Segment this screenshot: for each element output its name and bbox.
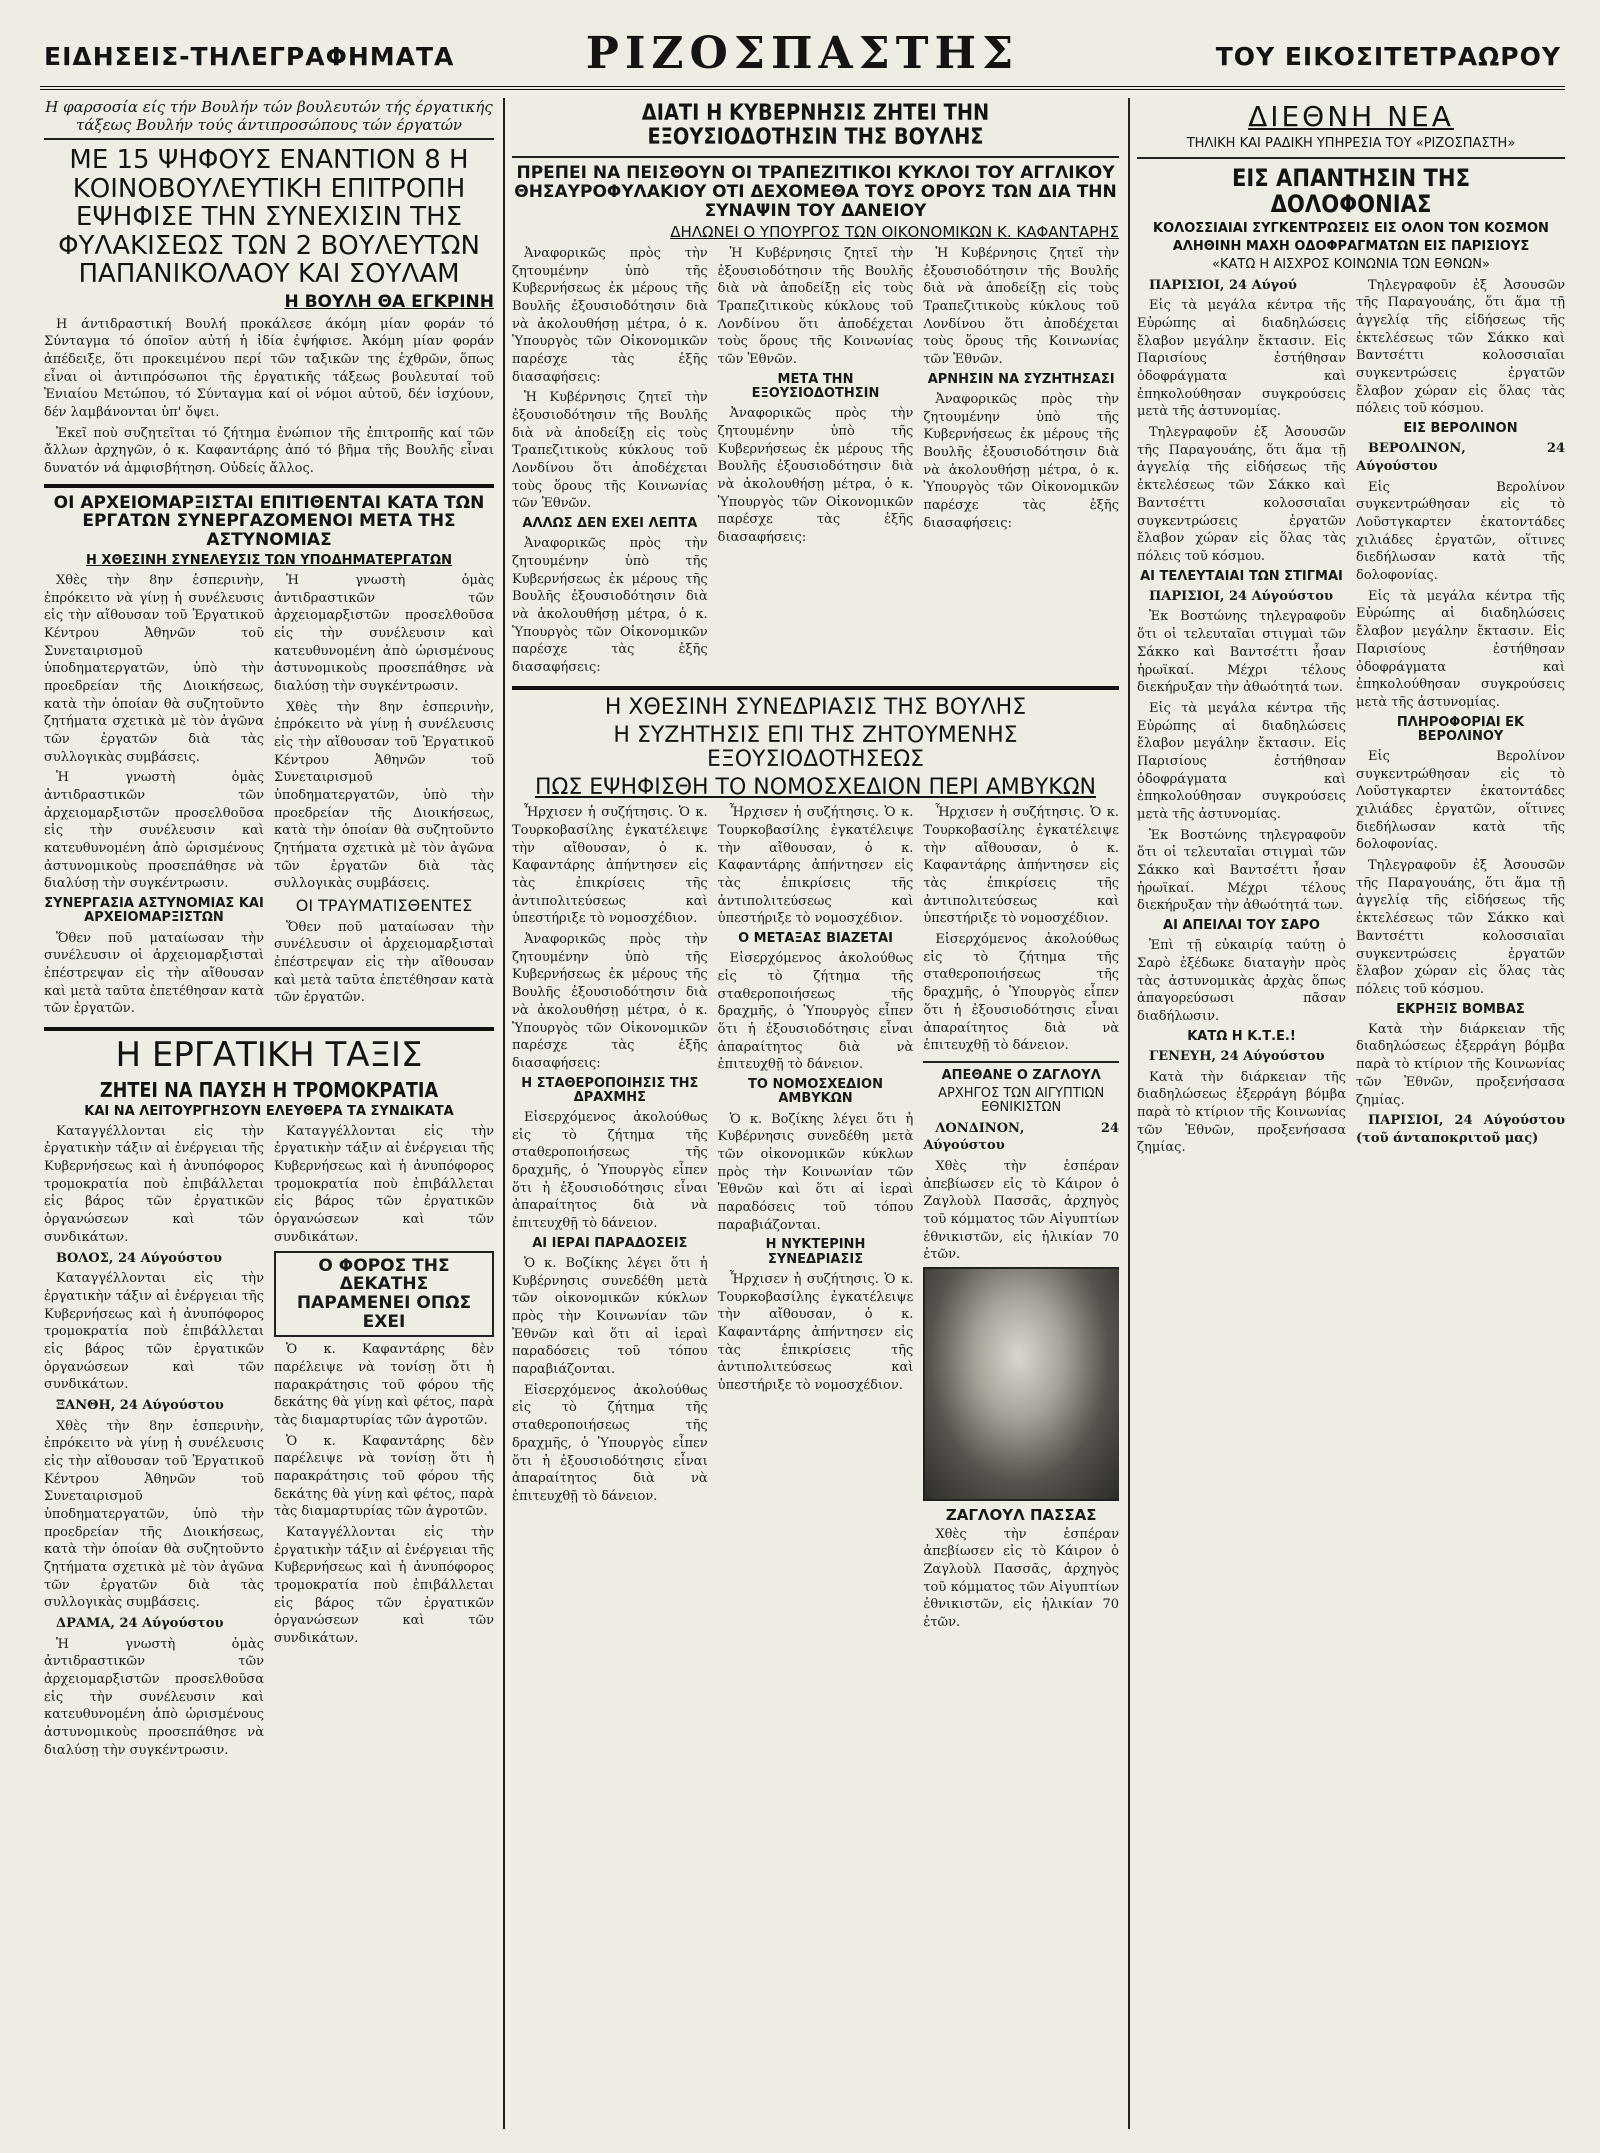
byline-minister: ΔΗΛΩΝΕΙ Ο ΥΠΟΥΡΓΟΣ ΤΩΝ ΟΙΚΟΝΟΜΙΚΩΝ Κ. ΚΑΦΑΝΤΑΡΗΣ — [670, 223, 1119, 242]
paragraph: Ἀναφορικῶς πρὸς τὴν ζητουμένην ὑπὸ τῆς Κυβερνήσεως ἐκ μέρους τῆς Βουλῆς ἐξουσιοδότησιν διὰ νὰ ἀκολουθήσῃ μέτρα, ὁ κ. Ὑπουργὸς τῶν Οἰκονομικῶν παρέσχε τὰς ἑξῆς διασαφήσεις: — [512, 245, 708, 385]
subhead-berlin: ΕΙΣ ΒΕΡΟΛΙΝΟΝ — [1403, 421, 1518, 437]
paragraph: Χθὲς τὴν 8ην ἑσπερινὴν, ἐπρόκειτο νὰ γίνῃ ἡ συνέλευσις εἰς τὴν αἴθουσαν τοῦ Ἐργατικοῦ Κέντρου Ἀθηνῶν τοῦ Συνεταιρισμοῦ ὑποδηματεργατῶν, ὑπὸ τὴν προεδρείαν τῆς Διοικήσεως, κατὰ τὴν ὁποίαν θὰ συζητοῦντο ζητήματα σχετικὰ μὲ τὸν ἀγῶνα τῶν ἐργατῶν διὰ τὰς συλλογικὰς συμβάσεις. — [44, 1418, 264, 1611]
paragraph: Ἦρχισεν ἡ συζήτησις. Ὁ κ. Τουρκοβασίλης ἐγκατέλειψε τὴν αἴθουσαν, ὁ κ. Καφαντάρης ἀπήντησεν εἰς τὰς ἐπικρίσεις τῆς ἀντιπολιτεύσεως καὶ ὑπεστήριξε τὸ νομοσχέδιον. — [923, 805, 1119, 927]
masthead-left: ΕΙΔΗΣΕΙΣ-ΤΗΛΕΓΡΑΦΗΜΑΤΑ — [44, 42, 455, 71]
subhead-metaxas: Ο ΜΕΤΑΞΑΣ ΒΙΑΖΕΤΑΙ — [738, 931, 893, 947]
subhead-bill-amvykon: ΤΟ ΝΟΜΟΣΧΕΔΙΟΝ ΑΜΒΥΚΩΝ — [748, 1077, 883, 1107]
paragraph: Χθὲς τὴν ἑσπέραν ἀπεβίωσεν εἰς τὸ Κάιρον ὁ Ζαγλοὺλ Πασσᾶς, ἀρχηγὸς τοῦ κόμματος τῶν Αἰγυπτίων ἐθνικιστῶν, εἰς ἡλικίαν 70 ἐτῶν. — [923, 1526, 1119, 1630]
zaglul-portrait-photo — [923, 1267, 1119, 1501]
paragraph: Εἰς Βερολίνον συγκεντρώθησαν εἰς τὸ Λοῦστγκαρτεν ἑκατοντάδες χιλιάδες ἐργατῶν, οἵτινες διεδήλωσαν κατὰ τῆς δολοφονίας. — [1356, 749, 1565, 853]
section-subtitle: ΤΗΛΙΚΗ ΚΑΙ ΡΑΔΙΚΗ ΥΠΗΡΕΣΙΑ ΤΟΥ «ΡΙΖΟΣΠΑΣΤΗ» — [1186, 135, 1516, 151]
paragraph: Χθὲς τὴν 8ην ἑσπερινὴν, ἐπρόκειτο νὰ γίνῃ ἡ συνέλευσις εἰς τὴν αἴθουσαν τοῦ Ἐργατικοῦ Κέντρου Ἀθηνῶν τοῦ Συνεταιρισμοῦ ὑποδηματεργατῶν, ὑπὸ τὴν προεδρείαν τῆς Διοικήσεως, κατὰ τὴν ὁποίαν θὰ συζητοῦντο ζητήματα σχετικὰ μὲ τὸν ἀγῶνα τῶν ἐργατῶν διὰ τὰς συλλογικὰς συμβάσεις. — [44, 573, 264, 765]
subhead-injured: ΟΙ ΤΡΑΥΜΑΤΙΣΘΕΝΤΕΣ — [295, 896, 473, 916]
paragraph: Εἰσερχόμενος ἀκολούθως εἰς τὸ ζήτημα τῆς σταθεροποιήσεως τῆς δραχμῆς, ὁ Ὑπουργὸς εἶπεν ὅτι ἡ ἐξουσιοδότησις εἶναι ἀπαραίτητος διὰ νὰ ἐπιτευχθῇ τὸ δάνειον. — [512, 1110, 708, 1232]
photo-caption: ΖΑΓΛΟΥΛ ΠΑΣΣΑΣ — [945, 1506, 1097, 1525]
headline-committee: ΜΕ 15 ΨΗΦΟΥΣ ΕΝΑΝΤΙΟΝ 8 Η ΚΟΙΝΟΒΟΥΛΕΥΤΙΚΗ ΕΠΙΤΡΟΠΗ ΕΨΗΦΙΣΕ ΤΗΝ ΣΥΝΕΧΙΣΙΝ ΤΗΣ ΦΥΛΑΚΙΣΕΩΣ ΤΩΝ 2 ΒΟΥΛΕΥΤΩΝ ΠΑΠΑΝΙΚΟΛΑΟΥ ΚΑΙ ΣΟΥΛΑΜ — [58, 145, 480, 290]
subhead-traditions: ΑΙ ΙΕΡΑΙ ΠΑΡΑΔΟΣΕΙΣ — [532, 1235, 688, 1251]
subhead-meeting: Η ΧΘΕΣΙΝΗ ΣΥΝΕΛΕΥΣΙΣ ΤΩΝ ΥΠΟΔΗΜΑΤΕΡΓΑΤΩΝ — [86, 552, 452, 568]
headline-archeiomarxists: ΟΙ ΑΡΧΕΙΟΜΑΡΞΙΣΤΑΙ ΕΠΙΤΙΘΕΝΤΑΙ ΚΑΤΑ ΤΩΝ ΕΡΓΑΤΩΝ ΣΥΝΕΡΓΑΖΟΜΕΝΟΙ ΜΕΤΑ ΤΗΣ ΑΣΤΥΝΟΜΙΑΣ — [53, 492, 485, 551]
paragraph: Ἡ γνωστὴ ὁμὰς ἀντιδραστικῶν τῶν ἀρχειομαρξιστῶν προσελθοῦσα εἰς τὴν συνέλευσιν καὶ κατευθυνομένη ἀπὸ ὡρισμένους ἀστυνομικοὺς προσεπάθησε νὰ διαλύσῃ τὴν συγκέντρωσιν. — [44, 1636, 264, 1758]
paragraph: Ἐκ Βοστώνης τηλεγραφοῦν ὅτι οἱ τελευταῖαι στιγμαὶ τῶν Σάκκο καὶ Βαντσέττι ἦσαν ἡρωϊκαί. Μέχρι τέλους διεκήρυξαν τὴν ἀθωότητά των. — [1137, 609, 1346, 696]
column-left — [44, 98, 494, 2129]
subhead-zaglul-leader: ΑΡΧΗΓΟΣ ΤΩΝ ΑΙΓΥΠΤΙΩΝ ΕΘΝΙΚΙΣΤΩΝ — [938, 1086, 1105, 1116]
subhead-last-moments: ΑΙ ΤΕΛΕΥΤΑΙΑΙ ΤΩΝ ΣΤΙΓΜΑΙ — [1140, 568, 1343, 584]
paragraph: Ἡ Κυβέρνησις ζητεῖ τὴν ἐξουσιοδότησιν τῆς Βουλῆς διὰ νὰ ἀποδείξῃ εἰς τοὺς Τραπεζιτικοὺς κύκλους τοῦ Λονδίνου ὅτι ἀποδέχεται τοὺς ὅρους τῆς Κοινωνίας τῶν Ἐθνῶν. — [923, 245, 1119, 367]
subhead-refusal: ΑΡΝΗΣΙΝ ΝΑ ΣΥΖΗΤΗΣΑΣΙ — [927, 371, 1115, 387]
paragraph: Ἦρχισεν ἡ συζήτησις. Ὁ κ. Τουρκοβασίλης ἐγκατέλειψε τὴν αἴθουσαν, ὁ κ. Καφαντάρης ἀπήντησεν εἰς τὰς ἐπικρίσεις τῆς ἀντιπολιτεύσεως καὶ ὑπεστήριξε τὸ νομοσχέδιον. — [717, 1272, 914, 1394]
column-center — [512, 98, 1119, 2129]
headline-discussion: Η ΣΥΖΗΤΗΣΙΣ ΕΠΙ ΤΗΣ ΖΗΤΟΥΜΕΝΗΣ ΕΞΟΥΣΙΟΔΟΤΗΣΕΩΣ — [613, 722, 1018, 773]
headline-murder: ΕΙΣ ΑΠΑΝΤΗΣΙΝ ΤΗΣ ΔΟΛΟΦΟΝΙΑΣ — [1231, 164, 1471, 219]
paragraph: Ἀναφορικῶς πρὸς τὴν ζητουμένην ὑπὸ τῆς Κυβερνήσεως ἐκ μέρους τῆς Βουλῆς ἐξουσιοδότησιν διὰ νὰ ἀκολουθήσῃ μέτρα, ὁ κ. Ὑπουργὸς τῶν Οἰκονομικῶν παρέσχε τὰς ἑξῆς διασαφήσεις: — [717, 406, 914, 545]
subhead-parliament: Η ΒΟΥΛΗ ΘΑ ΕΓΚΡΙΝΗ — [284, 291, 494, 312]
subhead-drachma: Η ΣΤΑΘΕΡΟΠΟΙΗΣΙΣ ΤΗΣ ΔΡΑΧΜΗΣ — [521, 1075, 699, 1105]
dateline: ΠΑΡΙΣΙΟΙ, 24 Αύγούστου — [1149, 588, 1333, 604]
paragraph: Ὁ κ. Βοζίκης λέγει ὅτι ἡ Κυβέρνησις συνεδέθη μετὰ τῶν οἰκονομικῶν κύκλων πρὸς τὴν Κοινωνίαν τῶν Ἐθνῶν καὶ ὅτι αἱ ἱεραὶ παραδόσεις τοῦ τόπου παραβιάζονται. — [717, 1111, 914, 1233]
paragraph: Καταγγέλλονται εἰς τὴν ἐργατικὴν τάξιν αἱ ἐνέργειαι τῆς Κυβερνήσεως καὶ ἡ ἀνυπόφορος τρομοκρατία ποὺ ἐπιβάλλεται εἰς βάρος τῶν ἐργατικῶν ὀργανώσεων καὶ τῶν συνδικάτων. — [44, 1271, 264, 1393]
paragraph: Ἡ γνωστὴ ὁμὰς ἀντιδραστικῶν τῶν ἀρχειομαρξιστῶν προσελθοῦσα εἰς τὴν συνέλευσιν καὶ κατευθυνομένη ἀπὸ ὡρισμένους ἀστυνομικοὺς προσεπάθησε νὰ διαλύσῃ τὴν συγκέντρωσιν. — [274, 573, 494, 695]
paragraph: Κατὰ τὴν διάρκειαν τῆς διαδηλώσεως ἐξερράγη βόμβα παρὰ τὸ κτίριον τῆς Κοινωνίας τῶν Ἐθνῶν, προξενήσασα ζημίας. — [1356, 1021, 1565, 1108]
paragraph: Ὁ κ. Καφαντάρης δὲν παρέλειψε νὰ τονίσῃ ὅτι ἡ παρακράτησις τοῦ φόρου τῆς δεκάτης θὰ γίνῃ καὶ φέτος, παρὰ τὰς διαμαρτυρίας τῶν ἀγροτῶν. — [274, 1433, 494, 1520]
deck-slogan: «ΚΑΤΩ Η ΑΙΣΧΡΟΣ ΚΟΙΝΩΝΙΑ ΤΩΝ ΕΘΝΩΝ» — [1212, 257, 1490, 273]
paragraph: Τηλεγραφοῦν ἐξ Ἀσουσῶν τῆς Παραγουάης, ὅτι ἅμα τῇ ἀγγελίᾳ τῆς εἰδήσεως τῆς ἐκτελέσεως τῶν Σάκκο καὶ Βαντσέττι κολοσσιαῖαι συγκεντρώσεις ἐργατῶν ἔλαβον χώραν εἰς ὅλας τὰς πόλεις τοῦ κόσμου. — [1356, 858, 1565, 997]
headline-working-class: Η ΕΡΓΑΤΙΚΗ ΤΑΞΙΣ — [115, 1035, 423, 1076]
subhead-charo: ΑΙ ΑΠΕΙΛΑΙ ΤΟΥ ΣΑΡΟ — [1163, 917, 1320, 933]
paragraph: Ἐπὶ τῇ εὐκαιρίᾳ ταύτῃ ὁ Σαρὸ ἐξέδωκε διαταγὴν πρὸς τὰς ἀστυνομικὰς ἀρχὰς ὅπως ἀπαγορεύσωσι πᾶσαν διαδήλωσιν. — [1137, 938, 1346, 1024]
dateline: ΓΕΝΕΥΗ, 24 Αύγούστου — [1149, 1048, 1325, 1064]
deck-bankers: ΠΡΕΠΕΙ ΝΑ ΠΕΙΣΘΟΥΝ ΟΙ ΤΡΑΠΕΖΙΤΙΚΟΙ ΚΥΚΛΟΙ ΤΟΥ ΑΓΓΛΙΚΟΥ ΘΗΣΑΥΡΟΦΥΛΑΚΙΟΥ ΟΤΙ ΔΕΧΟΜΕΘΑ ΤΟΥΣ ΟΡΟΥΣ ΤΩΝ ΔΙΑ ΤΗΝ ΣΥΝΑΨΙΝ ΤΟΥ ΔΑΝΕΙΟΥ — [514, 163, 1117, 221]
paragraph: Εἰς τὰ μεγάλα κέντρα τῆς Εὐρώπης αἱ διαδηλώσεις ἔλαβον μεγάλην ἔκτασιν. Εἰς Παρισίους ἐστήθησαν ὀδοφράγματα καὶ ἐπηκολούθησαν συγκρούσεις μετὰ τῆς ἀστυνομίας. — [1137, 700, 1346, 822]
paragraph: Ἀναφορικῶς πρὸς τὴν ζητουμένην ὑπὸ τῆς Κυβερνήσεως ἐκ μέρους τῆς Βουλῆς ἐξουσιοδότησιν διὰ νὰ ἀκολουθήσῃ μέτρα, ὁ κ. Ὑπουργὸς τῶν Οἰκονομικῶν παρέσχε τὰς ἑξῆς διασαφήσεις: — [923, 391, 1119, 531]
divider — [1137, 157, 1565, 159]
dateline: ΒΕΡΟΛΙΝΟΝ, 24 Αύγούστου — [1356, 441, 1565, 475]
subhead-no-money: ΑΛΛΩΣ ΔΕΝ ΕΧΕΙ ΛΕΠΤΑ — [522, 516, 698, 532]
subhead-zaglul: ΑΠΕΘΑΝΕ Ο ΖΑΓΛΟΥΛ — [941, 1067, 1101, 1083]
paragraph: Χθὲς τὴν 8ην ἑσπερινὴν, ἐπρόκειτο νὰ γίνῃ ἡ συνέλευσις εἰς τὴν αἴθουσαν τοῦ Ἐργατικοῦ Κέντρου Ἀθηνῶν τοῦ Συνεταιρισμοῦ ὑποδηματεργατῶν, ὑπὸ τὴν προεδρείαν τῆς Διοικήσεως, κατὰ τὴν ὁποίαν θὰ συζητοῦντο ζητήματα σχετικὰ μὲ τὸν ἀγῶνα τῶν ἐργατῶν διὰ τὰς συλλογικὰς συμβάσεις. — [274, 699, 494, 892]
subhead-bomb: ΕΚΡΗΞΙΣ ΒΟΜΒΑΣ — [1396, 1001, 1525, 1017]
paragraph: Ἡ Κυβέρνησις ζητεῖ τὴν ἐξουσιοδότησιν τῆς Βουλῆς διὰ νὰ ἀποδείξῃ εἰς τοὺς Τραπεζιτικοὺς κύκλους τοῦ Λονδίνου ὅτι ἀποδέχεται τοὺς ὅρους τῆς Κοινωνίας τῶν Ἐθνῶν. — [717, 245, 914, 367]
subhead-cooperation: ΣΥΝΕΡΓΑΣΙΑ ΑΣΤΥΝΟΜΙΑΣ ΚΑΙ ΑΡΧΕΙΟΜΑΡΞΙΣΤΩΝ — [44, 896, 264, 926]
paragraph: Καταγγέλλονται εἰς τὴν ἐργατικὴν τάξιν αἱ ἐνέργειαι τῆς Κυβερνήσεως καὶ ἡ ἀνυπόφορος τρομοκρατία ποὺ ἐπιβάλλεται εἰς βάρος τῶν ἐργατικῶν ὀργανώσεων καὶ τῶν συνδικάτων. — [274, 1524, 494, 1646]
article-body — [44, 316, 494, 478]
paragraph: Ὁ κ. Καφαντάρης δὲν παρέλειψε νὰ τονίσῃ ὅτι ἡ παρακράτησις τοῦ φόρου τῆς δεκάτης θὰ γίνῃ καὶ φέτος, παρὰ τὰς διαμαρτυρίας τῶν ἀγροτῶν. — [274, 1342, 494, 1428]
dateline: ΔΡΑΜΑ, 24 Αύγούστου — [56, 1615, 224, 1631]
paragraph: Ὅθεν ποῦ ματαίωσαν τὴν συνέλευσιν οἱ ἀρχειομαρξισταὶ ἐπέστρεψαν εἰς τὴν αἴθουσαν καὶ μετὰ ταῦτα ἐπετέθησαν κατὰ τῶν ἐργατῶν. — [274, 919, 494, 1006]
paragraph: Εἰς τὰ μεγάλα κέντρα τῆς Εὐρώπης αἱ διαδηλώσεις ἔλαβον μεγάλην ἔκτασιν. Εἰς Παρισίους ἐστήθησαν ὀδοφράγματα καὶ ἐπηκολούθησαν συγκρούσεις μετὰ τῆς ἀστυνομίας. — [1137, 298, 1346, 420]
dateline: ΠΑΡΙΣΙΟΙ, 24 Αύγούστου (τοῦ άνταποκριτοῦ μας) — [1356, 1113, 1565, 1146]
dateline: ΞΑΝΘΗ, 24 Αύγούστου — [56, 1397, 224, 1413]
two-column-body — [44, 1123, 494, 1763]
headline-terror: ΖΗΤΕΙ ΝΑ ΠΑΥΣΗ Η ΤΡΟΜΟΚΡΑΤΙΑ — [99, 1077, 439, 1102]
subhead-unions: ΚΑΙ ΝΑ ΛΕΙΤΟΥΡΓΗΣΟΥΝ ΕΛΕΥΘΕΡΑ ΤΑ ΣΥΝΔΙΚΑΤΑ — [84, 1103, 454, 1119]
divider — [44, 1027, 494, 1031]
headline-session: Η ΧΘΕΣΙΝΗ ΣΥΝΕΔΡΙΑΣΙΣ ΤΗΣ ΒΟΥΛΗΣ — [604, 694, 1027, 720]
masthead-title: ΡΙΖΟΣΠΑΣΤΗΣ — [585, 28, 1020, 79]
divider — [512, 156, 1119, 158]
paragraph: Εἰς Βερολίνον συγκεντρώθησαν εἰς τὸ Λοῦστγκαρτεν ἑκατοντάδες χιλιάδες ἐργατῶν, οἵτινες διεδήλωσαν κατὰ τῆς δολοφονίας. — [1356, 479, 1565, 584]
paragraph: Ἐκεῖ ποὺ συζητεῖται τό ζήτημα ἐνώπιον τῆς ἐπιτροπῆς καί τῶν ἄλλων ἀρχηγῶν, ὁ κ. Καφαντάρης ἀπό τό βῆμα τῆς Βουλῆς εἶναι δυνατόν νά ἀμφισβήτηση. Οὐδείς ἄλλος. — [44, 425, 494, 477]
subhead-down-kte: ΚΑΤΩ Η Κ.Τ.Ε.! — [1187, 1028, 1296, 1044]
box-tithe-tax: Ο ΦΟΡΟΣ ΤΗΣ ΔΕΚΑΤΗΣ ΠΑΡΑΜΕΝΕΙ ΟΠΩΣ ΕΧΕΙ — [274, 1251, 494, 1338]
paragraph: Τηλεγραφοῦν ἐξ Ἀσουσῶν τῆς Παραγουάης, ὅτι ἅμα τῇ ἀγγελίᾳ τῆς εἰδήσεως τῆς ἐκτελέσεως τῶν Σάκκο καὶ Βαντσέττι κολοσσιαῖαι συγκεντρώσεις ἐργατῶν ἔλαβον χώραν εἰς ὅλας τὰς πόλεις τοῦ κόσμου. — [1137, 425, 1346, 564]
two-column-body — [44, 572, 494, 1021]
paragraph: Ἀναφορικῶς πρὸς τὴν ζητουμένην ὑπὸ τῆς Κυβερνήσεως ἐκ μέρους τῆς Βουλῆς ἐξουσιοδότησιν διὰ νὰ ἀκολουθήσῃ μέτρα, ὁ κ. Ὑπουργὸς τῶν Οἰκονομικῶν παρέσχε τὰς ἑξῆς διασαφήσεις: — [512, 536, 708, 676]
paragraph: Εἰσερχόμενος ἀκολούθως εἰς τὸ ζήτημα τῆς σταθεροποιήσεως τῆς δραχμῆς, ὁ Ὑπουργὸς εἶπεν ὅτι ἡ ἐξουσιοδότησις εἶναι ἀπαραίτητος διὰ νὰ ἐπιτευχθῇ τὸ δάνειον. — [923, 932, 1119, 1054]
divider — [923, 1061, 1119, 1063]
dateline: ΛΟΝΔΙΝΟΝ, 24 Αύγούστου — [923, 1120, 1119, 1154]
paragraph: Ἡ γνωστὴ ὁμὰς ἀντιδραστικῶν τῶν ἀρχειομαρξιστῶν προσελθοῦσα εἰς τὴν συνέλευσιν καὶ κατευθυνομένη ἀπὸ ὡρισμένους ἀστυνομικοὺς προσεπάθησε νὰ διαλύσῃ τὴν συγκέντρωσιν. — [44, 770, 264, 892]
paragraph: Καταγγέλλονται εἰς τὴν ἐργατικὴν τάξιν αἱ ἐνέργειαι τῆς Κυβερνήσεως καὶ ἡ ἀνυπόφορος τρομοκρατία ποὺ ἐπιβάλλεται εἰς βάρος τῶν ἐργατικῶν ὀργανώσεων καὶ τῶν συνδικάτων. — [44, 1123, 264, 1245]
paragraph: Κατὰ τὴν διάρκειαν τῆς διαδηλώσεως ἐξερράγη βόμβα παρὰ τὸ κτίριον τῆς Κοινωνίας τῶν Ἐθνῶν, προξενήσασα ζημίας. — [1137, 1069, 1346, 1156]
dateline: ΒΟΛΟΣ, 24 Αύγούστου — [56, 1250, 222, 1266]
column-rule — [1128, 98, 1130, 2129]
section-international: ΔΙΕΘΝΗ ΝΕΑ — [1248, 100, 1454, 133]
masthead-right: ΤΟΥ ΕΙΚΟΣΙΤΕΤΡΑΩΡΟΥ — [1215, 42, 1561, 71]
paragraph: Ὁ κ. Βοζίκης λέγει ὅτι ἡ Κυβέρνησις συνεδέθη μετὰ τῶν οἰκονομικῶν κύκλων πρὸς τὴν Κοινωνίαν τῶν Ἐθνῶν καὶ ὅτι αἱ ἱεραὶ παραδόσεις τοῦ τόπου παραβιάζονται. — [512, 1256, 708, 1378]
paragraph: Εἰσερχόμενος ἀκολούθως εἰς τὸ ζήτημα τῆς σταθεροποιήσεως τῆς δραχμῆς, ὁ Ὑπουργὸς εἶπεν ὅτι ἡ ἐξουσιοδότησις εἶναι ἀπαραίτητος διὰ νὰ ἐπιτευχθῇ τὸ δάνειον. — [512, 1382, 708, 1504]
paragraph: Η άντιδραστική Βουλή προκάλεσε άκόμη μίαν φοράν τό Σύνταγμα τό όποῖον αὐτή ἡ ἰδία ἐψήφισε. Ἀκόμη μίαν φοράν ἀπέδειξε, ὅτι προκειμένου περί τῶν ταξικῶν της ἐχθρῶν, ὅπως εἶναι οἱ ἀντιπρόσωποι τῆς ἐργατικῆς τάξεως βουλευταί τοῦ Ἑνιαίου Μετώπου, τό Σύνταγμα καί οἱ νόμοι αὐτοῦ, δέν ἰσχύουν, δέν λαμβάνονται ὑπ' ὄψει. — [44, 316, 494, 421]
masthead — [40, 26, 1565, 90]
paragraph: Ἐκ Βοστώνης τηλεγραφοῦν ὅτι οἱ τελευταῖαι στιγμαὶ τῶν Σάκκο καὶ Βαντσέττι ἦσαν ἡρωϊκαί. Μέχρι τέλους διεκήρυξαν τὴν ἀθωότητά των. — [1137, 827, 1346, 914]
paragraph: Χθὲς τὴν ἑσπέραν ἀπεβίωσεν εἰς τὸ Κάιρον ὁ Ζαγλοὺλ Πασσᾶς, ἀρχηγὸς τοῦ κόμματος τῶν Αἰγυπτίων ἐθνικιστῶν, εἰς ἡλικίαν 70 ἐτῶν. — [923, 1159, 1119, 1263]
kicker: Η φαρσοσία είς τήν Βουλήν τών βουλευτών τής έργατικής τάξεως Βουλήν τούς άντιπροσώπους τών έργατών — [44, 98, 494, 140]
paragraph: Τηλεγραφοῦν ἐξ Ἀσουσῶν τῆς Παραγουάης, ὅτι ἅμα τῇ ἀγγελίᾳ τῆς εἰδήσεως τῆς ἐκτελέσεως τῶν Σάκκο καὶ Βαντσέττι κολοσσιαῖαι συγκεντρώσεις ἐργατῶν ἔλαβον χώραν εἰς ὅλας τὰς πόλεις τοῦ κόσμου. — [1356, 277, 1565, 417]
paragraph: Εἰς τὰ μεγάλα κέντρα τῆς Εὐρώπης αἱ διαδηλώσεις ἔλαβον μεγάλην ἔκτασιν. Εἰς Παρισίους ἐστήθησαν ὀδοφράγματα καὶ ἐπηκολούθησαν συγκρούσεις μετὰ τῆς ἀστυνομίας. — [1356, 588, 1565, 710]
column-right — [1137, 98, 1565, 2129]
dateline: ΠΑΡΙΣΙΟΙ, 24 Αύγού — [1149, 277, 1297, 293]
paragraph: Ἀναφορικῶς πρὸς τὴν ζητουμένην ὑπὸ τῆς Κυβερνήσεως ἐκ μέρους τῆς Βουλῆς ἐξουσιοδότησιν διὰ νὰ ἀκολουθήσῃ μέτρα, ὁ κ. Ὑπουργὸς τῶν Οἰκονομικῶν παρέσχε τὰς ἑξῆς διασαφήσεις: — [512, 932, 708, 1071]
headline-bill: ΠΩΣ ΕΨΗΦΙΣΘΗ ΤΟ ΝΟΜΟΣΧΕΔΙΟΝ ΠΕΡΙ ΑΜΒΥΚΩΝ — [534, 775, 1096, 801]
three-column-body — [512, 804, 1119, 1634]
three-column-body — [512, 245, 1119, 680]
paragraph: Ἦρχισεν ἡ συζήτησις. Ὁ κ. Τουρκοβασίλης ἐγκατέλειψε τὴν αἴθουσαν, ὁ κ. Καφαντάρης ἀπήντησεν εἰς τὰς ἐπικρίσεις τῆς ἀντιπολιτεύσεως καὶ ὑπεστήριξε τὸ νομοσχέδιον. — [512, 805, 708, 927]
deck-barricades: ΑΛΗΘΙΝΗ ΜΑΧΗ ΟΔΟΦΡΑΓΜΑΤΩΝ ΕΙΣ ΠΑΡΙΣΙΟΥΣ — [1172, 239, 1530, 255]
paragraph: Ἡ Κυβέρνησις ζητεῖ τὴν ἐξουσιοδότησιν τῆς Βουλῆς διὰ νὰ ἀποδείξῃ εἰς τοὺς Τραπεζιτικοὺς κύκλους τοῦ Λονδίνου ὅτι ἀποδέχεται τοὺς ὅρους τῆς Κοινωνίας τῶν Ἐθνῶν. — [512, 390, 708, 512]
paragraph: Εἰσερχόμενος ἀκολούθως εἰς τὸ ζήτημα τῆς σταθεροποιήσεως τῆς δραχμῆς, ὁ Ὑπουργὸς εἶπεν ὅτι ἡ ἐξουσιοδότησις εἶναι ἀπαραίτητος διὰ νὰ ἐπιτευχθῇ τὸ δάνειον. — [717, 951, 914, 1073]
divider — [512, 686, 1119, 690]
headline-government: ΔΙΑΤΙ Η ΚΥΒΕΡΝΗΣΙΣ ΖΗΤΕΙ ΤΗΝ ΕΞΟΥΣΙΟΔΟΤΗΣΙΝ ΤΗΣ ΒΟΥΛΗΣ — [641, 101, 990, 151]
two-column-body — [1137, 277, 1565, 1160]
subhead-after-authorization: ΜΕΤΑ ΤΗΝ ΕΞΟΥΣΙΟΔΟΤΗΣΙΝ — [751, 371, 880, 401]
paragraph: Ὅθεν ποῦ ματαίωσαν τὴν συνέλευσιν οἱ ἀρχειομαρξισταὶ ἐπέστρεψαν εἰς τὴν αἴθουσαν καὶ μετὰ ταῦτα ἐπετέθησαν κατὰ τῶν ἐργατῶν. — [44, 930, 264, 1017]
paragraph: Καταγγέλλονται εἰς τὴν ἐργατικὴν τάξιν αἱ ἐνέργειαι τῆς Κυβερνήσεως καὶ ἡ ἀνυπόφορος τρομοκρατία ποὺ ἐπιβάλλεται εἰς βάρος τῶν ἐργατικῶν ὀργανώσεων καὶ τῶν συνδικάτων. — [274, 1123, 494, 1245]
subhead-night-session: Η ΝΥΚΤΕΡΙΝΗ ΣΥΝΕΔΡΙΑΣΙΣ — [765, 1237, 866, 1267]
divider — [44, 484, 494, 488]
column-rule — [503, 98, 505, 2129]
deck-gatherings: ΚΟΛΟΣΣΙΑΙΑΙ ΣΥΓΚΕΝΤΡΩΣΕΙΣ ΕΙΣ ΟΛΟΝ ΤΟΝ ΚΟΣΜΟΝ — [1153, 220, 1549, 236]
paragraph: Ἦρχισεν ἡ συζήτησις. Ὁ κ. Τουρκοβασίλης ἐγκατέλειψε τὴν αἴθουσαν, ὁ κ. Καφαντάρης ἀπήντησεν εἰς τὰς ἐπικρίσεις τῆς ἀντιπολιτεύσεως καὶ ὑπεστήριξε τὸ νομοσχέδιον. — [717, 805, 914, 927]
subhead-berlin-info: ΠΛΗΡΟΦΟΡΙΑΙ ΕΚ ΒΕΡΟΛΙΝΟΥ — [1396, 714, 1525, 744]
